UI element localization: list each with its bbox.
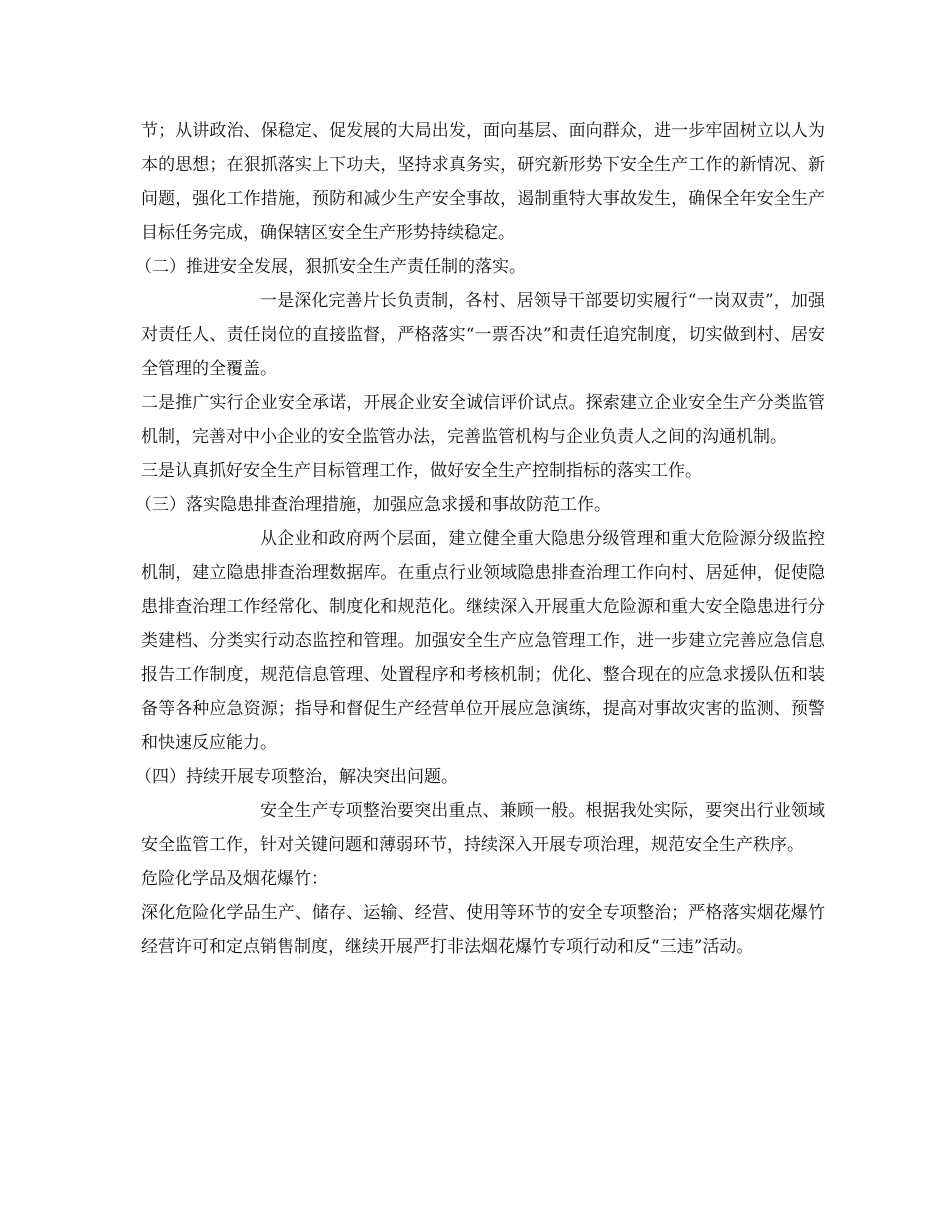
section-heading-3: （三）落实隐患排查治理措施，加强应急求援和事故防范工作。 xyxy=(135,495,611,515)
paragraph-hazardous-chemicals: 深化危险化学品生产、储存、运输、经营、使用等环节的安全专项整治；严格落实烟花爆竹经营许可和定点销售制度，继续开展严打非法烟花爆竹专项行动和反“三违”活动。 xyxy=(141,903,825,957)
section-heading-2: （二）推进安全发展，狠抓安全生产责任制的落实。 xyxy=(135,257,526,277)
paragraph-special-rectification: 安全生产专项整治要突出重点、兼顾一般。根据我处实际，要突出行业领域安全监管工作，针对关键问题和薄弱环节，持续深入开展专项治理，规范安全生产秩序。 xyxy=(141,801,825,855)
paragraph-hazard-investigation: 从企业和政府两个层面，建立健全重大隐患分级管理和重大危险源分级监控机制，建立隐患排查治理数据库。在重点行业领域隐患排查治理工作向村、居延伸，促使隐患排查治理工作经常化、制度化和规范化。继续深入开展重大危险源和重大安全隐患进行分类建档、分类实行动态监控和管理。加强安全生产应急管理工作，进一步建立完善应急信息报告工作制度，规范信息管理、处置程序和考核机制；优化、整合现在的应急求援队伍和装备等各种应急资源；指导和督促生产经营单位开展应急演练，提高对事故灾害的监测、预警和快速反应能力。 xyxy=(141,529,825,753)
paragraph-intro-continuation: 节；从讲政治、保稳定、促发展的大局出发，面向基层、面向群众，进一步牢固树立以人为本的思想；在狠抓落实上下功夫，坚持求真务实，研究新形势下安全生产工作的新情况、新问题，强化工作措施，预防和减少生产安全事故，遏制重特大事故发生，确保全年安全生产目标任务完成，确保辖区安全生产形势持续稳定。 xyxy=(141,121,825,243)
paragraph-responsibility: 一是深化完善片长负责制，各村、居领导干部要切实履行“一岗双责”，加强对责任人、责任岗位的直接监督，严格落实“一票否决”和责任追究制度，切实做到村、居安全管理的全覆盖。 xyxy=(141,291,825,379)
paragraph-target-management: 三是认真抓好安全生产目标管理工作，做好安全生产控制指标的落实工作。 xyxy=(141,461,702,481)
document-body xyxy=(135,114,825,964)
paragraph-enterprise-commitment: 二是推广实行企业安全承诺，开展企业安全诚信评价试点。探索建立企业安全生产分类监管机制，完善对中小企业的安全监管办法，完善监管机构与企业负责人之间的沟通机制。 xyxy=(141,393,825,447)
subheading-hazardous-chemicals: 危险化学品及烟花爆竹： xyxy=(141,869,328,889)
section-heading-4: （四）持续开展专项整治，解决突出问题。 xyxy=(135,767,458,787)
